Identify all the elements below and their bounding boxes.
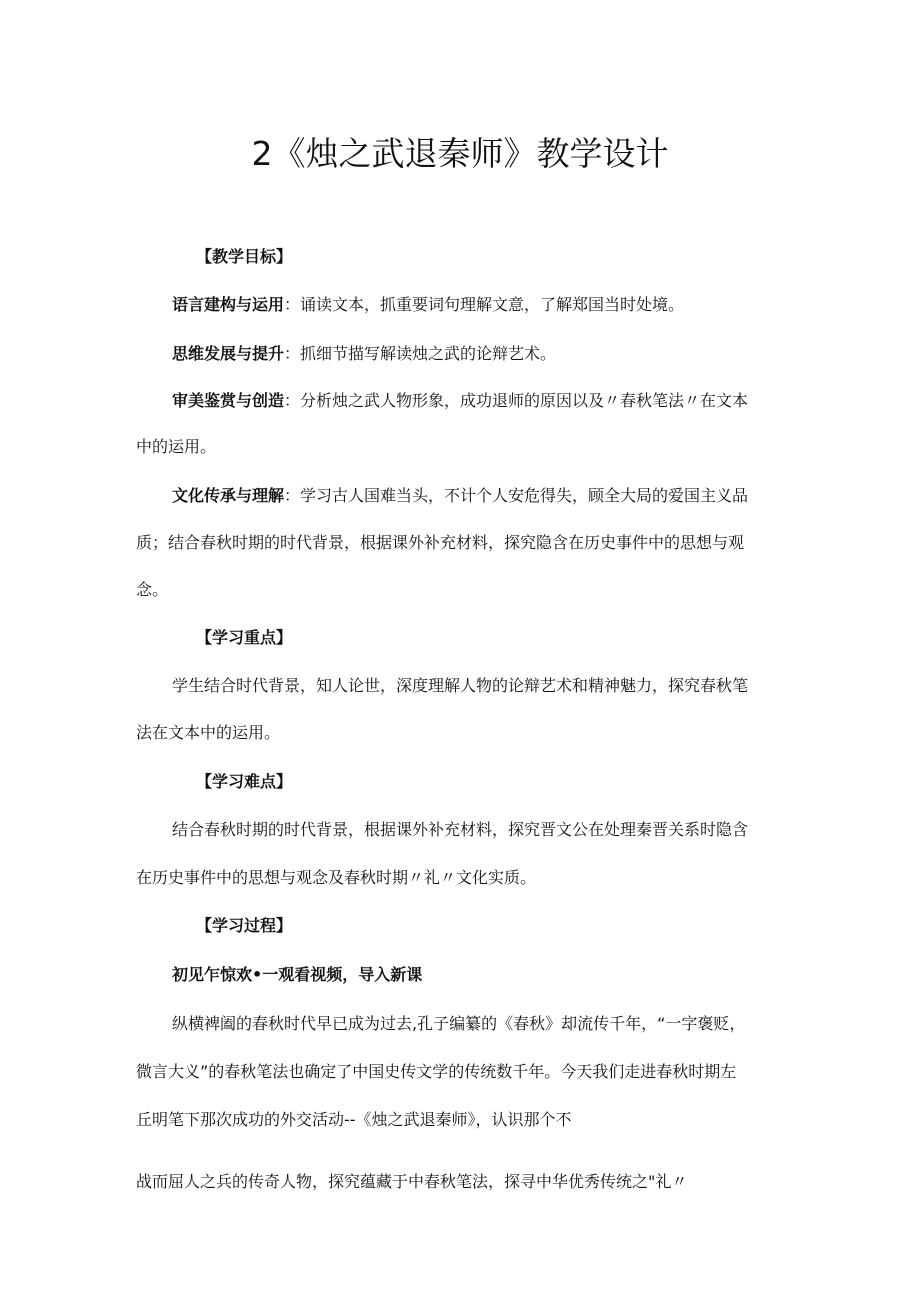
key-points-text-1: 学生结合时代背景，知人论世，深度理解人物的论辩艺术和精神魅力，探究春秋笔 [172,676,749,695]
goal-aesthetic-label: 审美鉴赏与创造 [172,391,285,410]
goal-thinking-paragraph [172,342,556,366]
document-title: 2《烛之武退秦师》教学设计 [251,134,669,173]
goal-culture-text-1: ：学习古人国难当头，不计个人安危得失，顾全大局的爱国主义品 [284,486,749,505]
goal-language-paragraph [172,293,684,317]
learning-process-heading: 【学习过程】 [196,916,293,935]
step-one-text-2: 微言大义”的春秋笔法也确定了中国史传文学的传统数千年。今天我们走进春秋时期左 [136,1062,737,1081]
goal-language-label: 语言建构与运用 [172,295,285,314]
goal-aesthetic-text-1: ：分析烛之武人物形象，成功退师的原因以及〃春秋笔法〃在文本 [284,391,749,410]
step-one-text-3: 丘明笔下那次成功的外交活动--《烛之武退秦师》，认识那个不 [136,1110,572,1129]
goal-culture-text-2: 质；结合春秋时期的时代背景，根据课外补充材料，探究隐含在历史事件中的思想与观 [136,533,745,552]
goal-aesthetic-text-2: 中的运用。 [136,437,217,456]
key-points-text-2: 法在文本中的运用。 [136,723,281,742]
goal-thinking-text: ：抓细节描写解读烛之武的论辩艺术。 [284,344,557,363]
key-points-heading: 【学习重点】 [196,628,293,647]
difficult-points-heading: 【学习难点】 [196,772,293,791]
step-one-heading: 初见乍惊欢•一观看视频，导入新课 [172,965,423,984]
goal-aesthetic-paragraph [172,389,748,413]
goal-culture-label: 文化传承与理解 [172,486,285,505]
goals-heading: 【教学目标】 [196,247,293,266]
step-one-text-4: 战而屈人之兵的传奇人物，探究蕴藏于中春秋笔法，探寻中华优秀传统之"礼〃 [136,1172,688,1191]
goal-language-text: ：诵读文本，抓重要词句理解文意，了解郑国当时处境。 [284,295,685,314]
goal-culture-paragraph [172,484,748,508]
goal-culture-text-3: 念。 [136,580,169,599]
difficult-points-text-2: 在历史事件中的思想与观念及春秋时期〃礼〃文化实质。 [136,868,537,887]
goal-thinking-label: 思维发展与提升 [172,344,285,363]
difficult-points-text-1: 结合春秋时期的时代背景，根据课外补充材料，探究晋文公在处理秦晋关系时隐含 [172,820,749,839]
step-one-text-1: 纵横裨阖的春秋时代早已成为过去,孔子编纂的《春秋》却流传千年，“一字褒贬， [172,1014,746,1033]
